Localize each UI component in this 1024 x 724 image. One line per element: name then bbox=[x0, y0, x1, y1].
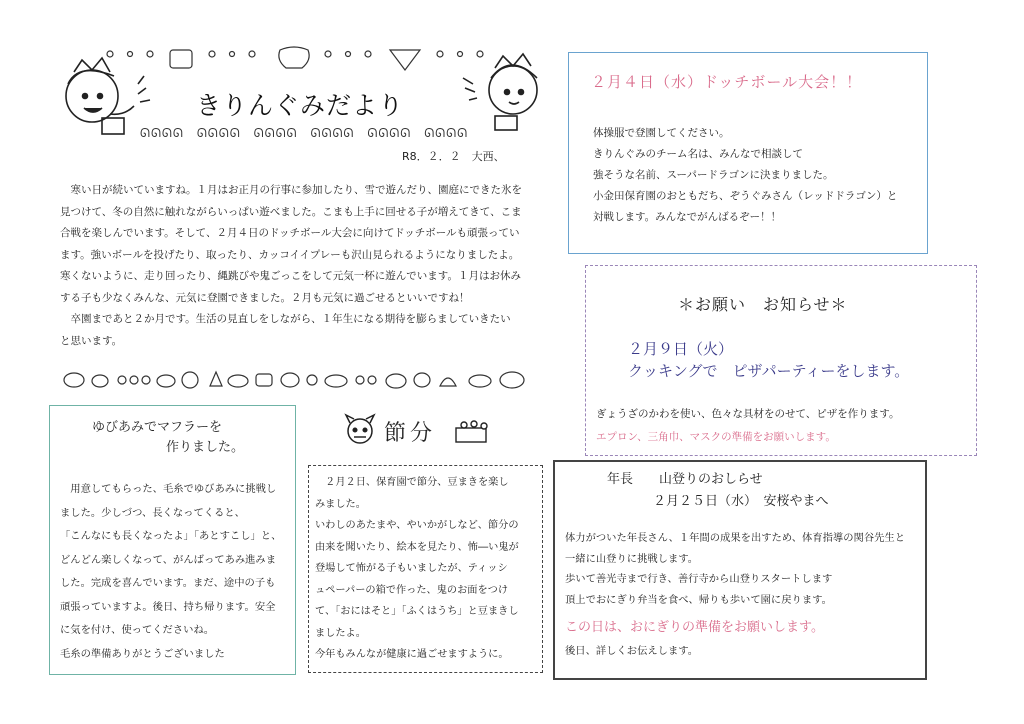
muffler-line: どんどん楽しくなって、がんばってあみ進みま bbox=[60, 553, 277, 566]
dodgeball-notice-box bbox=[568, 52, 928, 254]
muffler-line: に気を付け、使ってくださいね。 bbox=[60, 624, 215, 636]
setsubun-line: ２月２日、保育園で節分、豆まきを楽し bbox=[315, 477, 509, 488]
newsletter-title: きりんぐみだより bbox=[196, 91, 405, 120]
pizza-event: クッキングで ピザパーティーをします。 bbox=[628, 362, 910, 380]
dodgeball-line: 小金田保育園のおともだち、ぞうぐみさん（レッドドラゴン）と bbox=[593, 190, 898, 202]
setsubun-line: いわしのあたまや、やいかがしなど、節分の bbox=[315, 520, 519, 531]
hiking-body bbox=[565, 528, 905, 610]
setsubun-line: 今年もみんなが健康に過ごせますように。 bbox=[315, 649, 509, 660]
wave-decoration: ᘏᘏᘏᘏ ᘏᘏᘏᘏ ᘏᘏᘏᘏ ᘏᘏᘏᘏ ᘏᘏᘏᘏ ᘏᘏᘏᘏ bbox=[140, 126, 469, 140]
setsubun-line: 登場して怖がる子もいましたが、ティッシ bbox=[315, 563, 508, 574]
oni-mask-icon bbox=[340, 413, 380, 445]
intro-line: 卒園まであと２か月です。生活の見直しをしながら、１年生になる期待を膨らましていきたい bbox=[60, 313, 511, 325]
setsubun-line: て、「おにはそと」「ふくはうち」と豆まきし bbox=[315, 606, 519, 617]
muffler-line: した。完成を喜んでいます。まだ、途中の子も bbox=[60, 577, 276, 589]
hiking-title-2: ２月２５日（水） 安桜やまへ bbox=[653, 494, 829, 509]
hiking-closing: 後日、詳しくお伝えします。 bbox=[565, 645, 699, 657]
setsubun-article-box bbox=[308, 465, 543, 673]
setsubun-body bbox=[315, 472, 519, 666]
hiking-request: この日は、おにぎりの準備をお願いします。 bbox=[565, 620, 824, 635]
intro-line: と思います。 bbox=[60, 334, 123, 347]
dodgeball-line: 体操服で登園してください。 bbox=[593, 127, 730, 139]
muffler-title-2: 作りました。 bbox=[166, 440, 245, 455]
muffler-body bbox=[60, 478, 281, 666]
dodgeball-line: 対戦します。みんなでがんばるぞー！！ bbox=[593, 211, 782, 223]
intro-line: 寒くないように、走り回ったり、縄跳びや鬼ごっこをして元気一杯に遊んでいます。１月はお休み bbox=[60, 270, 521, 282]
pizza-date: ２月９日（火） bbox=[628, 340, 734, 358]
muffler-line: ました。少しづつ、長くなってくると、 bbox=[60, 506, 245, 519]
pizza-request: エプロン、三角巾、マスクの準備をお願いします。 bbox=[596, 431, 836, 443]
girl-clip-art bbox=[455, 48, 555, 138]
dodgeball-title: ２月４日（水）ドッチボール大会！！ bbox=[591, 73, 863, 91]
intro-line: 合戦を楽しんでいます。そして、２月４日のドッチボール大会に向けてドッチボールも頑張ってい bbox=[60, 227, 520, 239]
setsubun-line: みました。 bbox=[315, 498, 366, 510]
setsubun-line: 由来を聞いたり、絵本を見たり、怖―い鬼が bbox=[315, 541, 519, 553]
hiking-line: 体力がついた年長さん、１年間の成果を出すため、体育指導の関谷先生と bbox=[565, 532, 906, 544]
intro-line: する子も少なくみんな、元気に登園できました。２月も元気に過ごせるといいですね！ bbox=[60, 291, 470, 304]
notice-title: ＊お願い お知らせ＊ bbox=[678, 295, 848, 314]
setsubun-heading: 節分 bbox=[384, 421, 437, 446]
setsubun-line: ュペーパーの箱で作った、鬼のお面をつけ bbox=[315, 584, 509, 596]
muffler-article-box bbox=[49, 405, 296, 675]
dodgeball-body bbox=[593, 123, 897, 228]
issue-date: R8．２．２ 大西、 bbox=[402, 150, 505, 163]
setsubun-line: ましたよ。 bbox=[315, 627, 366, 639]
muffler-title-1: ゆびあみでマフラーを bbox=[92, 420, 223, 435]
intro-line: ます。強いボールを投げたり、取ったり、カッコイイプレーも沢山見られるようになりましたよ。 bbox=[60, 248, 520, 261]
intro-paragraph bbox=[60, 180, 522, 352]
intro-line: 見つけて、冬の自然に触れながらいっぱい遊べました。こまも上手に回せる子が増えてきて、こま bbox=[60, 205, 522, 218]
hiking-line: 頂上でおにぎり弁当を食べ、帰りも歩いて園に戻ります。 bbox=[565, 593, 832, 606]
dodgeball-line: 強そうな名前、スーパードラゴンに決まりました。 bbox=[593, 169, 834, 181]
hiking-line: 歩いて善光寺まで行き、善行寺から山登りスタートします bbox=[565, 573, 833, 585]
notice-box bbox=[585, 265, 977, 456]
hiking-line: 一緒に山登りに挑戦します。 bbox=[565, 552, 699, 565]
hiking-title-1: 年長 山登りのおしらせ bbox=[607, 472, 763, 487]
muffler-line: 用意してもらった、毛糸でゆびあみに挑戦し bbox=[60, 483, 277, 495]
pizza-body: ぎょうざのかわを使い、色々な具材をのせて、ピザを作ります。 bbox=[596, 408, 900, 420]
muffler-line: 「こんなにも長くなったよ」「あとすこし」と、 bbox=[60, 530, 282, 542]
intro-line: 寒い日が続いていますね。１月はお正月の行事に参加したり、雪で遊んだり、園庭にできた氷を bbox=[60, 184, 522, 196]
muffler-line: 頑張っていますよ。後日、持ち帰ります。安全 bbox=[60, 600, 276, 613]
muffler-line: 毛糸の準備ありがとうございました bbox=[60, 647, 225, 660]
hiking-notice-box bbox=[553, 460, 927, 680]
animal-parade-divider bbox=[60, 366, 540, 392]
bean-box-icon bbox=[452, 418, 496, 446]
dodgeball-line: きりんぐみのチーム名は、みんなで相談して bbox=[593, 148, 803, 160]
